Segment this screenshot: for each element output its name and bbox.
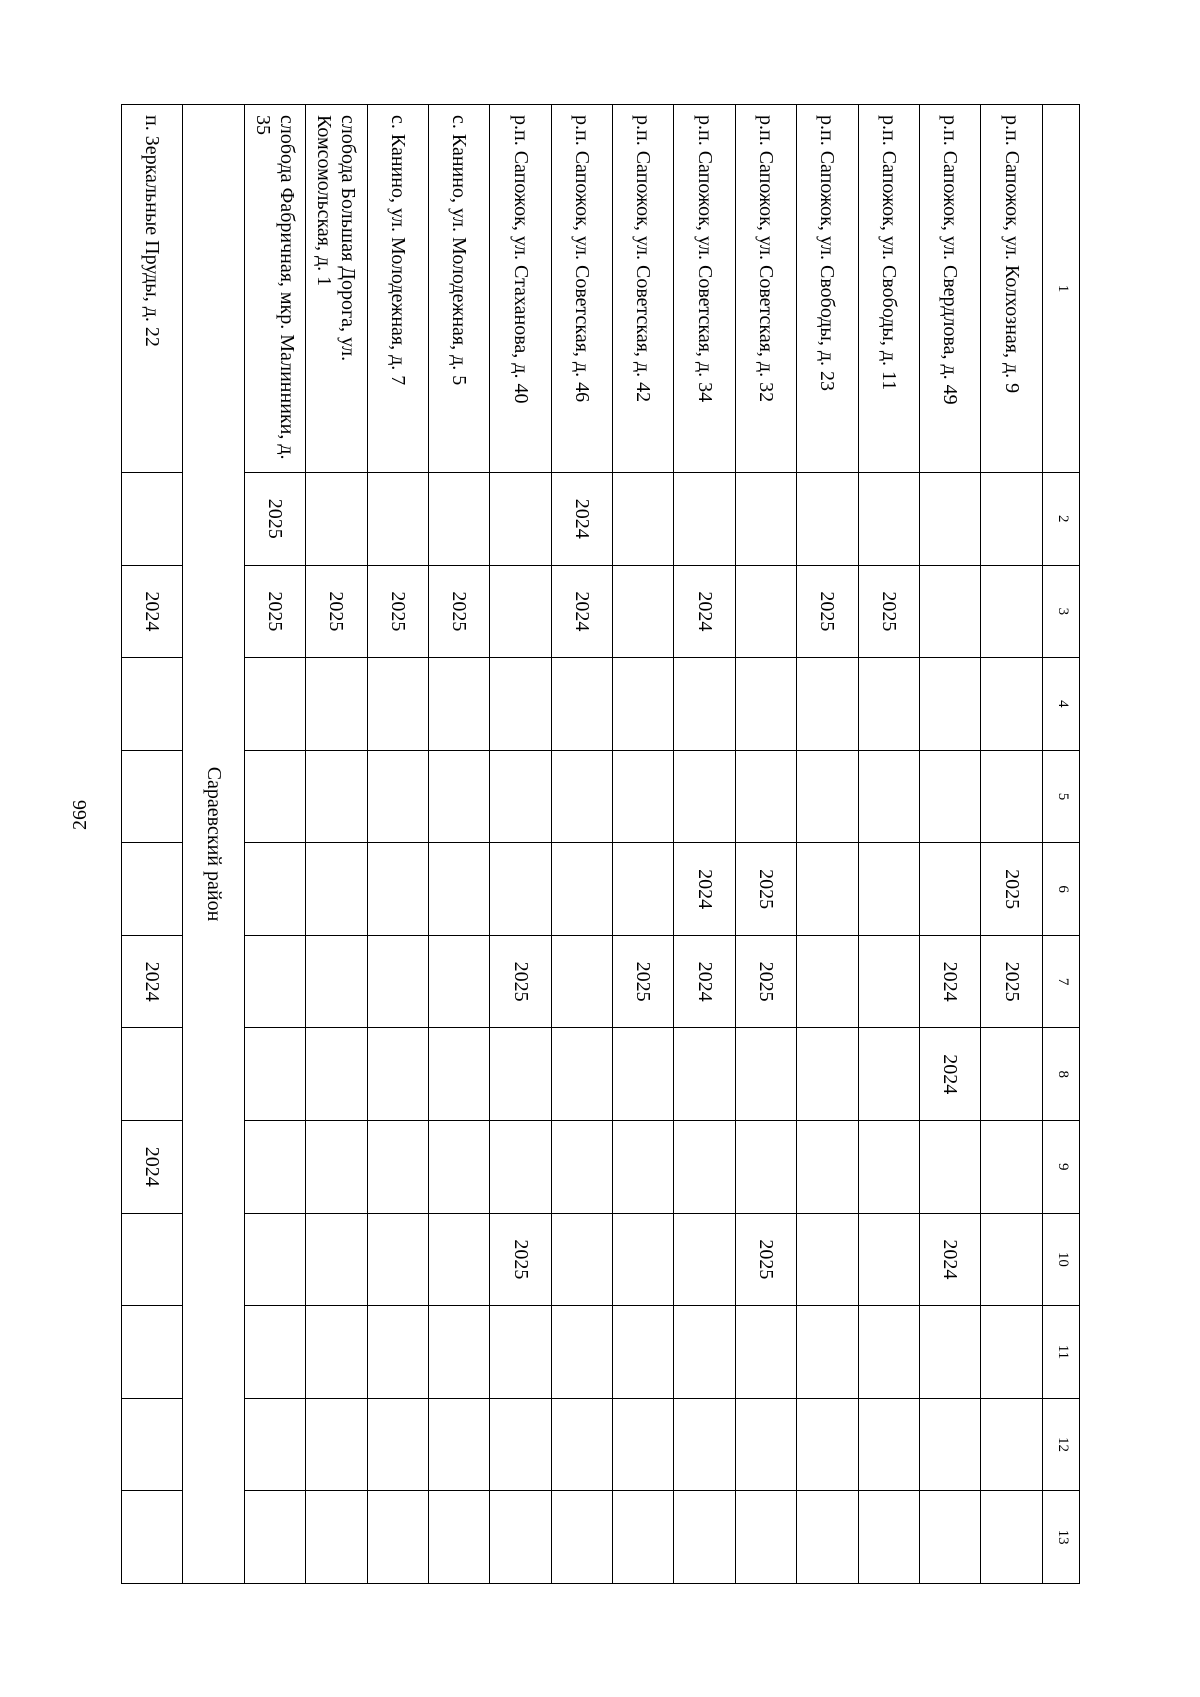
year-cell (797, 472, 858, 565)
year-cell: 2025 (244, 472, 305, 565)
year-cell: 2025 (981, 843, 1042, 936)
year-cell (919, 1491, 980, 1584)
table-row (981, 105, 1042, 1584)
year-cell (674, 750, 735, 843)
year-cell (306, 1398, 367, 1491)
year-cell (981, 1491, 1042, 1584)
address-cell: р.п. Сапожок, ул. Колхозная, д. 9 (981, 105, 1042, 473)
year-cell (613, 750, 674, 843)
year-cell: 2025 (490, 1213, 551, 1306)
year-cell (735, 472, 796, 565)
year-cell (244, 1491, 305, 1584)
year-cell (244, 935, 305, 1028)
year-cell (858, 1306, 919, 1399)
year-cell (919, 750, 980, 843)
year-cell: 2025 (490, 935, 551, 1028)
address-cell: р.п. Сапожок, ул. Советская, д. 34 (674, 105, 735, 473)
year-cell (122, 843, 183, 936)
year-cell (551, 935, 612, 1028)
year-cell (858, 1398, 919, 1491)
address-cell: р.п. Сапожок, ул. Советская, д. 42 (613, 105, 674, 473)
year-cell (797, 843, 858, 936)
year-cell (428, 1491, 489, 1584)
year-cell: 2025 (244, 565, 305, 658)
district-row (183, 105, 244, 1584)
year-cell (122, 1491, 183, 1584)
year-cell (981, 1398, 1042, 1491)
year-cell (613, 1306, 674, 1399)
year-cell (735, 1121, 796, 1214)
year-cell (306, 1028, 367, 1121)
year-cell (735, 750, 796, 843)
year-cell (797, 1121, 858, 1214)
year-cell (613, 472, 674, 565)
year-cell (551, 1398, 612, 1491)
year-cell (367, 843, 428, 936)
column-header: 9 (1042, 1121, 1079, 1214)
year-cell (428, 1028, 489, 1121)
year-cell (490, 658, 551, 751)
year-cell (858, 843, 919, 936)
year-cell (122, 1028, 183, 1121)
year-cell (367, 1213, 428, 1306)
year-cell (367, 1491, 428, 1584)
year-cell (490, 1398, 551, 1491)
year-cell (428, 658, 489, 751)
year-cell: 2025 (306, 565, 367, 658)
year-cell (551, 1306, 612, 1399)
year-cell (367, 750, 428, 843)
year-cell (122, 1213, 183, 1306)
year-cell (551, 658, 612, 751)
year-cell (674, 1213, 735, 1306)
year-cell (613, 1491, 674, 1584)
year-cell (306, 1491, 367, 1584)
year-cell (797, 935, 858, 1028)
year-cell (981, 1028, 1042, 1121)
table-row (367, 105, 428, 1584)
year-cell (428, 1213, 489, 1306)
address-cell: р.п. Сапожок, ул. Свободы, д. 11 (858, 105, 919, 473)
year-cell (858, 1213, 919, 1306)
year-cell (122, 658, 183, 751)
year-cell: 2025 (981, 935, 1042, 1028)
year-cell (858, 1121, 919, 1214)
year-cell: 2025 (367, 565, 428, 658)
year-cell (244, 1306, 305, 1399)
table-row (613, 105, 674, 1584)
year-cell (981, 472, 1042, 565)
year-cell (735, 1398, 796, 1491)
year-cell: 2025 (797, 565, 858, 658)
year-cell (858, 1028, 919, 1121)
column-header: 3 (1042, 565, 1079, 658)
year-cell (674, 1491, 735, 1584)
year-cell (490, 1028, 551, 1121)
year-cell (551, 1028, 612, 1121)
year-cell: 2024 (122, 565, 183, 658)
column-header: 11 (1042, 1306, 1079, 1399)
column-header: 13 (1042, 1491, 1079, 1584)
address-cell: с. Канино, ул. Молодежная, д. 5 (428, 105, 489, 473)
year-cell (306, 658, 367, 751)
year-cell (490, 565, 551, 658)
year-cell (613, 1398, 674, 1491)
year-cell (981, 565, 1042, 658)
year-cell (674, 1306, 735, 1399)
year-cell (122, 1306, 183, 1399)
year-cell (490, 843, 551, 936)
year-cell (244, 1398, 305, 1491)
header-row (1042, 105, 1079, 1584)
year-cell (306, 472, 367, 565)
year-cell (981, 658, 1042, 751)
year-cell (674, 1028, 735, 1121)
year-cell (797, 1028, 858, 1121)
year-cell (919, 565, 980, 658)
address-cell: р.п. Сапожок, ул. Свердлова, д. 49 (919, 105, 980, 473)
year-cell: 2024 (919, 1213, 980, 1306)
schedule-table (121, 104, 1080, 1584)
year-cell (551, 750, 612, 843)
table-row (919, 105, 980, 1584)
year-cell (551, 1213, 612, 1306)
year-cell (613, 658, 674, 751)
year-cell (428, 1306, 489, 1399)
year-cell (367, 658, 428, 751)
address-cell: с. Канино, ул. Молодежная, д. 7 (367, 105, 428, 473)
year-cell (428, 750, 489, 843)
column-header: 10 (1042, 1213, 1079, 1306)
year-cell: 2025 (858, 565, 919, 658)
year-cell (551, 1491, 612, 1584)
year-cell: 2024 (551, 472, 612, 565)
year-cell (797, 658, 858, 751)
year-cell (490, 750, 551, 843)
year-cell (674, 1398, 735, 1491)
year-cell: 2024 (122, 1121, 183, 1214)
address-cell: слобода Большая Дорога, ул. Комсомольская, д. 1 (306, 105, 367, 473)
year-cell (428, 1121, 489, 1214)
year-cell (797, 1213, 858, 1306)
year-cell (122, 750, 183, 843)
year-cell (428, 935, 489, 1028)
column-header: 12 (1042, 1398, 1079, 1491)
table-row (674, 105, 735, 1584)
year-cell (244, 1213, 305, 1306)
year-cell (674, 658, 735, 751)
year-cell (306, 1306, 367, 1399)
year-cell (797, 1306, 858, 1399)
year-cell (613, 1028, 674, 1121)
year-cell (613, 843, 674, 936)
year-cell (490, 1491, 551, 1584)
year-cell: 2024 (674, 935, 735, 1028)
year-cell (858, 472, 919, 565)
year-cell: 2024 (674, 565, 735, 658)
year-cell (919, 658, 980, 751)
year-cell (428, 472, 489, 565)
year-cell (306, 935, 367, 1028)
year-cell: 2025 (613, 935, 674, 1028)
year-cell (797, 1398, 858, 1491)
year-cell (919, 843, 980, 936)
column-header: 2 (1042, 472, 1079, 565)
table-row (122, 105, 183, 1584)
year-cell (735, 1028, 796, 1121)
year-cell (122, 472, 183, 565)
year-cell (674, 472, 735, 565)
column-header: 1 (1042, 105, 1079, 473)
year-cell (981, 750, 1042, 843)
year-cell (981, 1306, 1042, 1399)
column-header: 8 (1042, 1028, 1079, 1121)
table-row (797, 105, 858, 1584)
year-cell (122, 1398, 183, 1491)
year-cell (367, 1306, 428, 1399)
year-cell (735, 1491, 796, 1584)
address-cell: р.п. Сапожок, ул. Советская, д. 32 (735, 105, 796, 473)
district-heading: Сараевский район (183, 105, 244, 1584)
rotated-table-wrapper (121, 104, 1080, 1584)
year-cell (428, 843, 489, 936)
year-cell (367, 1398, 428, 1491)
year-cell: 2025 (428, 565, 489, 658)
year-cell (919, 1121, 980, 1214)
table-row (490, 105, 551, 1584)
year-cell (551, 1121, 612, 1214)
year-cell (244, 843, 305, 936)
year-cell (306, 1121, 367, 1214)
year-cell: 2024 (674, 843, 735, 936)
year-cell: 2024 (551, 565, 612, 658)
year-cell (244, 750, 305, 843)
year-cell (428, 1398, 489, 1491)
year-cell (367, 1121, 428, 1214)
table-row (306, 105, 367, 1584)
year-cell (797, 750, 858, 843)
table-row (735, 105, 796, 1584)
year-cell: 2025 (735, 1213, 796, 1306)
year-cell (244, 658, 305, 751)
column-header: 6 (1042, 843, 1079, 936)
year-cell: 2025 (735, 935, 796, 1028)
year-cell (613, 1213, 674, 1306)
year-cell (981, 1121, 1042, 1214)
year-cell (735, 565, 796, 658)
year-cell (858, 1491, 919, 1584)
year-cell (858, 658, 919, 751)
year-cell (919, 1306, 980, 1399)
year-cell (306, 1213, 367, 1306)
year-cell (367, 472, 428, 565)
year-cell: 2025 (735, 843, 796, 936)
year-cell (306, 750, 367, 843)
year-cell: 2024 (919, 1028, 980, 1121)
year-cell (490, 1121, 551, 1214)
year-cell (674, 1121, 735, 1214)
year-cell (858, 750, 919, 843)
column-header: 5 (1042, 750, 1079, 843)
year-cell (735, 1306, 796, 1399)
year-cell (919, 1398, 980, 1491)
address-cell: р.п. Сапожок, ул. Советская, д. 46 (551, 105, 612, 473)
year-cell (613, 565, 674, 658)
year-cell: 2024 (122, 935, 183, 1028)
table-row (244, 105, 305, 1584)
column-header: 7 (1042, 935, 1079, 1028)
year-cell (551, 843, 612, 936)
year-cell (306, 843, 367, 936)
year-cell (919, 472, 980, 565)
year-cell (367, 935, 428, 1028)
year-cell (244, 1121, 305, 1214)
table-row (858, 105, 919, 1584)
year-cell (735, 658, 796, 751)
table-row (428, 105, 489, 1584)
year-cell: 2024 (919, 935, 980, 1028)
table-row (551, 105, 612, 1584)
page-number: 266 (69, 800, 91, 830)
year-cell (613, 1121, 674, 1214)
column-header: 4 (1042, 658, 1079, 751)
year-cell (797, 1491, 858, 1584)
year-cell (981, 1213, 1042, 1306)
address-cell: слобода Фабричная, мкр. Малинники, д. 35 (244, 105, 305, 473)
address-cell: р.п. Сапожок, ул. Свободы, д. 23 (797, 105, 858, 473)
year-cell (490, 1306, 551, 1399)
year-cell (367, 1028, 428, 1121)
address-cell: р.п. Сапожок, ул. Стаханова, д. 40 (490, 105, 551, 473)
address-cell: п. Зеркальные Пруды, д. 22 (122, 105, 183, 473)
year-cell (490, 472, 551, 565)
year-cell (244, 1028, 305, 1121)
year-cell (858, 935, 919, 1028)
